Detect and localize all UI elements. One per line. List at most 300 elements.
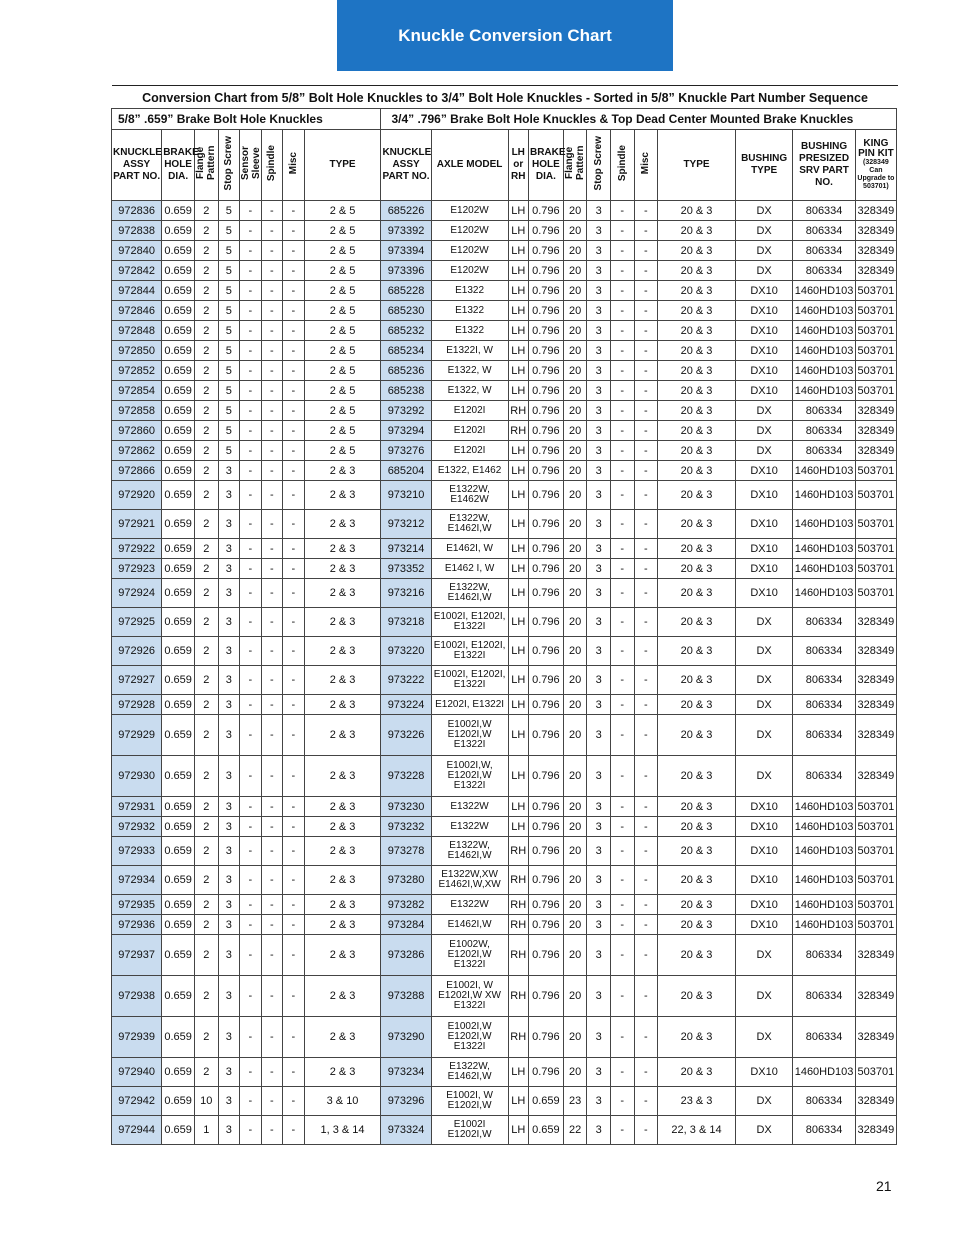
cell-mi34: - xyxy=(634,341,658,361)
cell-lr: RH xyxy=(508,915,528,935)
cell-axle: E1002I,W, E1202I,W E1322I xyxy=(431,756,508,797)
cell-ty58: 2 & 3 xyxy=(304,715,381,756)
cell-d34: 0.796 xyxy=(528,461,563,481)
cell-sp34: - xyxy=(610,221,634,241)
cell-d34: 0.796 xyxy=(528,637,563,666)
cell-ss34: 3 xyxy=(587,559,611,579)
cell-p34: 973278 xyxy=(381,837,431,866)
table-row xyxy=(112,915,897,935)
table-body xyxy=(112,201,897,1145)
cell-mi34: - xyxy=(634,281,658,301)
cell-sen: - xyxy=(240,915,262,935)
cell-ty34: 20 & 3 xyxy=(658,441,736,461)
cell-d58: 0.659 xyxy=(162,608,195,637)
table-row xyxy=(112,756,897,797)
cell-mi58: - xyxy=(283,866,305,895)
cell-sp34: - xyxy=(610,321,634,341)
cell-sen: - xyxy=(240,895,262,915)
cell-d34: 0.796 xyxy=(528,797,563,817)
cell-lr: RH xyxy=(508,935,528,976)
cell-p34: 685228 xyxy=(381,281,431,301)
cell-fl34: 20 xyxy=(563,895,587,915)
cell-ss58: 3 xyxy=(218,976,240,1017)
cell-fl34: 20 xyxy=(563,695,587,715)
cell-bp: 1460HD103 xyxy=(793,461,856,481)
cell-ss58: 5 xyxy=(218,421,240,441)
cell-fl34: 20 xyxy=(563,608,587,637)
cell-fl34: 20 xyxy=(563,461,587,481)
cell-ty58: 2 & 5 xyxy=(304,281,381,301)
cell-d34: 0.796 xyxy=(528,608,563,637)
cell-d34: 0.659 xyxy=(528,1116,563,1145)
cell-d58: 0.659 xyxy=(162,461,195,481)
cell-lr: LH xyxy=(508,756,528,797)
cell-sp34: - xyxy=(610,1116,634,1145)
cell-ty58: 2 & 3 xyxy=(304,837,381,866)
cell-ty34: 20 & 3 xyxy=(658,608,736,637)
cell-ty34: 22, 3 & 14 xyxy=(658,1116,736,1145)
cell-d58: 0.659 xyxy=(162,321,195,341)
cell-sp34: - xyxy=(610,421,634,441)
cell-ss34: 3 xyxy=(587,837,611,866)
cell-ss58: 3 xyxy=(218,935,240,976)
cell-ty58: 2 & 3 xyxy=(304,666,381,695)
cell-p58: 972928 xyxy=(112,695,162,715)
col-flange-pattern-58: Flange Pattern xyxy=(194,130,218,201)
cell-lr: LH xyxy=(508,241,528,261)
cell-d34: 0.796 xyxy=(528,241,563,261)
col-spindle-58: Spindle xyxy=(261,130,283,201)
cell-ty58: 3 & 10 xyxy=(304,1087,381,1116)
cell-d34: 0.796 xyxy=(528,510,563,539)
cell-mi58: - xyxy=(283,1017,305,1058)
cell-sp58: - xyxy=(261,895,283,915)
cell-mi58: - xyxy=(283,241,305,261)
cell-ty34: 20 & 3 xyxy=(658,539,736,559)
cell-kp: 328349 xyxy=(855,401,896,421)
cell-kp: 328349 xyxy=(855,756,896,797)
cell-mi34: - xyxy=(634,559,658,579)
cell-p34: 973352 xyxy=(381,559,431,579)
cell-axle: E1322, E1462 xyxy=(431,461,508,481)
cell-lr: LH xyxy=(508,381,528,401)
cell-bp: 806334 xyxy=(793,401,856,421)
cell-axle: E1322W xyxy=(431,797,508,817)
cell-ty34: 20 & 3 xyxy=(658,756,736,797)
cell-axle: E1322I, W xyxy=(431,341,508,361)
cell-p34: 973290 xyxy=(381,1017,431,1058)
cell-sen: - xyxy=(240,281,262,301)
cell-sen: - xyxy=(240,461,262,481)
cell-lr: LH xyxy=(508,301,528,321)
cell-mi58: - xyxy=(283,895,305,915)
cell-bt: DX xyxy=(735,1087,792,1116)
cell-mi34: - xyxy=(634,1058,658,1087)
cell-axle: E1202W xyxy=(431,241,508,261)
cell-lr: LH xyxy=(508,559,528,579)
cell-d58: 0.659 xyxy=(162,1017,195,1058)
cell-ty34: 20 & 3 xyxy=(658,976,736,1017)
cell-lr: RH xyxy=(508,1017,528,1058)
cell-bp: 806334 xyxy=(793,756,856,797)
cell-sp58: - xyxy=(261,559,283,579)
cell-mi34: - xyxy=(634,1017,658,1058)
cell-ty58: 2 & 3 xyxy=(304,559,381,579)
cell-bt: DX10 xyxy=(735,510,792,539)
cell-fl34: 20 xyxy=(563,241,587,261)
cell-d58: 0.659 xyxy=(162,637,195,666)
cell-bt: DX10 xyxy=(735,461,792,481)
cell-sp34: - xyxy=(610,341,634,361)
cell-sp58: - xyxy=(261,915,283,935)
cell-sp58: - xyxy=(261,797,283,817)
cell-sen: - xyxy=(240,421,262,441)
cell-ss34: 3 xyxy=(587,608,611,637)
cell-ty58: 2 & 5 xyxy=(304,441,381,461)
cell-d34: 0.796 xyxy=(528,301,563,321)
cell-d34: 0.796 xyxy=(528,817,563,837)
cell-mi58: - xyxy=(283,837,305,866)
cell-p34: 973280 xyxy=(381,866,431,895)
cell-ty58: 2 & 5 xyxy=(304,221,381,241)
table-row xyxy=(112,361,897,381)
cell-bp: 806334 xyxy=(793,695,856,715)
cell-axle: E1002W, E1202I,W E1322I xyxy=(431,935,508,976)
cell-fl58: 2 xyxy=(194,510,218,539)
cell-fl58: 2 xyxy=(194,666,218,695)
cell-d58: 0.659 xyxy=(162,866,195,895)
cell-d34: 0.796 xyxy=(528,481,563,510)
cell-kp: 328349 xyxy=(855,935,896,976)
cell-fl58: 2 xyxy=(194,261,218,281)
table-row xyxy=(112,461,897,481)
cell-sen: - xyxy=(240,201,262,221)
cell-bt: DX xyxy=(735,401,792,421)
cell-axle: E1002I, E1202I, E1322I xyxy=(431,666,508,695)
cell-ty34: 20 & 3 xyxy=(658,579,736,608)
cell-mi58: - xyxy=(283,817,305,837)
cell-ss34: 3 xyxy=(587,341,611,361)
cell-fl58: 2 xyxy=(194,1058,218,1087)
cell-mi34: - xyxy=(634,608,658,637)
cell-lr: LH xyxy=(508,361,528,381)
cell-sp34: - xyxy=(610,756,634,797)
cell-sp58: - xyxy=(261,361,283,381)
cell-p58: 972929 xyxy=(112,715,162,756)
cell-sp58: - xyxy=(261,1017,283,1058)
cell-ty34: 20 & 3 xyxy=(658,421,736,441)
chart-title: Knuckle Conversion Chart xyxy=(337,0,673,71)
cell-ss58: 3 xyxy=(218,797,240,817)
cell-ss34: 3 xyxy=(587,510,611,539)
cell-fl58: 2 xyxy=(194,637,218,666)
cell-p34: 973396 xyxy=(381,261,431,281)
cell-sp34: - xyxy=(610,579,634,608)
cell-sen: - xyxy=(240,695,262,715)
cell-kp: 503701 xyxy=(855,797,896,817)
cell-lr: RH xyxy=(508,401,528,421)
col-brake-hole-58: BRAKE HOLE DIA. xyxy=(162,130,195,201)
cell-sp58: - xyxy=(261,510,283,539)
cell-d34: 0.796 xyxy=(528,915,563,935)
cell-fl34: 20 xyxy=(563,666,587,695)
cell-mi34: - xyxy=(634,421,658,441)
cell-bp: 1460HD103 xyxy=(793,866,856,895)
cell-ss34: 3 xyxy=(587,241,611,261)
cell-ss58: 3 xyxy=(218,510,240,539)
cell-mi58: - xyxy=(283,935,305,976)
cell-sp58: - xyxy=(261,695,283,715)
cell-kp: 328349 xyxy=(855,695,896,715)
col-spindle-34: Spindle xyxy=(610,130,634,201)
cell-p58: 972854 xyxy=(112,381,162,401)
cell-sen: - xyxy=(240,976,262,1017)
cell-fl58: 2 xyxy=(194,221,218,241)
cell-d58: 0.659 xyxy=(162,579,195,608)
cell-bp: 1460HD103 xyxy=(793,321,856,341)
table-row xyxy=(112,1058,897,1087)
cell-ss58: 3 xyxy=(218,608,240,637)
cell-mi58: - xyxy=(283,481,305,510)
cell-ty58: 2 & 3 xyxy=(304,976,381,1017)
cell-bt: DX xyxy=(735,241,792,261)
cell-d34: 0.796 xyxy=(528,579,563,608)
cell-lr: LH xyxy=(508,608,528,637)
cell-mi34: - xyxy=(634,441,658,461)
cell-kp: 503701 xyxy=(855,381,896,401)
cell-p58: 972866 xyxy=(112,461,162,481)
cell-ty34: 20 & 3 xyxy=(658,361,736,381)
cell-sp58: - xyxy=(261,241,283,261)
cell-sp58: - xyxy=(261,401,283,421)
cell-ss34: 3 xyxy=(587,1058,611,1087)
cell-ty34: 20 & 3 xyxy=(658,1058,736,1087)
top-divider xyxy=(112,85,898,86)
cell-ty58: 2 & 3 xyxy=(304,481,381,510)
table-row xyxy=(112,301,897,321)
cell-p34: 973214 xyxy=(381,539,431,559)
cell-mi34: - xyxy=(634,579,658,608)
cell-bt: DX10 xyxy=(735,341,792,361)
cell-ss34: 3 xyxy=(587,797,611,817)
cell-ty58: 2 & 3 xyxy=(304,817,381,837)
cell-sp34: - xyxy=(610,915,634,935)
table-row xyxy=(112,637,897,666)
section-label-right: 3/4” .796” Brake Bolt Hole Knuckles & Top Dead Center Mounted Brake Knuckles xyxy=(381,109,897,130)
cell-fl34: 20 xyxy=(563,401,587,421)
table-row xyxy=(112,1087,897,1116)
cell-d58: 0.659 xyxy=(162,381,195,401)
cell-ss58: 3 xyxy=(218,1017,240,1058)
cell-fl58: 2 xyxy=(194,321,218,341)
cell-kp: 328349 xyxy=(855,201,896,221)
cell-sp58: - xyxy=(261,756,283,797)
cell-mi34: - xyxy=(634,261,658,281)
cell-fl58: 2 xyxy=(194,817,218,837)
cell-fl58: 2 xyxy=(194,797,218,817)
cell-p58: 972937 xyxy=(112,935,162,976)
cell-fl58: 2 xyxy=(194,756,218,797)
cell-ty58: 2 & 5 xyxy=(304,241,381,261)
cell-d34: 0.796 xyxy=(528,321,563,341)
cell-sen: - xyxy=(240,637,262,666)
cell-sp58: - xyxy=(261,201,283,221)
cell-d34: 0.796 xyxy=(528,976,563,1017)
cell-ss58: 5 xyxy=(218,401,240,421)
cell-p58: 972842 xyxy=(112,261,162,281)
cell-d58: 0.659 xyxy=(162,837,195,866)
cell-ss58: 3 xyxy=(218,539,240,559)
table-row xyxy=(112,401,897,421)
cell-fl58: 2 xyxy=(194,866,218,895)
cell-kp: 503701 xyxy=(855,321,896,341)
cell-ty34: 20 & 3 xyxy=(658,261,736,281)
cell-mi58: - xyxy=(283,539,305,559)
cell-bt: DX10 xyxy=(735,895,792,915)
table-row xyxy=(112,261,897,281)
cell-fl34: 20 xyxy=(563,637,587,666)
cell-sp58: - xyxy=(261,461,283,481)
cell-ty34: 20 & 3 xyxy=(658,637,736,666)
cell-mi34: - xyxy=(634,695,658,715)
cell-ty58: 2 & 5 xyxy=(304,421,381,441)
cell-fl58: 2 xyxy=(194,837,218,866)
cell-bp: 1460HD103 xyxy=(793,281,856,301)
cell-fl58: 2 xyxy=(194,579,218,608)
cell-p34: 973286 xyxy=(381,935,431,976)
cell-fl58: 2 xyxy=(194,341,218,361)
cell-sp34: - xyxy=(610,301,634,321)
col-misc-34: Misc xyxy=(634,130,658,201)
cell-p34: 973276 xyxy=(381,441,431,461)
cell-sen: - xyxy=(240,401,262,421)
cell-sp34: - xyxy=(610,441,634,461)
cell-ty58: 2 & 5 xyxy=(304,381,381,401)
cell-bp: 806334 xyxy=(793,608,856,637)
cell-mi34: - xyxy=(634,837,658,866)
cell-p58: 972850 xyxy=(112,341,162,361)
cell-axle: E1202W xyxy=(431,261,508,281)
cell-p34: 973224 xyxy=(381,695,431,715)
cell-d58: 0.659 xyxy=(162,401,195,421)
cell-sp34: - xyxy=(610,261,634,281)
col-axle-model: AXLE MODEL xyxy=(431,130,508,201)
cell-p34: 973294 xyxy=(381,421,431,441)
cell-fl58: 2 xyxy=(194,976,218,1017)
cell-mi58: - xyxy=(283,401,305,421)
cell-lr: LH xyxy=(508,1116,528,1145)
cell-fl34: 20 xyxy=(563,915,587,935)
cell-ty34: 20 & 3 xyxy=(658,715,736,756)
cell-ty34: 20 & 3 xyxy=(658,797,736,817)
cell-ss58: 5 xyxy=(218,221,240,241)
cell-bp: 806334 xyxy=(793,715,856,756)
cell-sen: - xyxy=(240,510,262,539)
cell-lr: LH xyxy=(508,461,528,481)
cell-kp: 503701 xyxy=(855,866,896,895)
cell-bt: DX10 xyxy=(735,1058,792,1087)
cell-bp: 1460HD103 xyxy=(793,381,856,401)
king-pin-note: (328349 Can Upgrade to 503701) xyxy=(857,159,895,190)
cell-mi58: - xyxy=(283,201,305,221)
cell-sp34: - xyxy=(610,281,634,301)
cell-sp58: - xyxy=(261,935,283,976)
cell-fl58: 2 xyxy=(194,608,218,637)
cell-d58: 0.659 xyxy=(162,817,195,837)
cell-fl58: 2 xyxy=(194,461,218,481)
cell-ss58: 5 xyxy=(218,321,240,341)
cell-mi34: - xyxy=(634,866,658,895)
cell-lr: LH xyxy=(508,261,528,281)
cell-axle: E1202I xyxy=(431,401,508,421)
cell-lr: LH xyxy=(508,1087,528,1116)
cell-ss58: 5 xyxy=(218,361,240,381)
cell-kp: 328349 xyxy=(855,715,896,756)
cell-bt: DX xyxy=(735,935,792,976)
cell-ty58: 2 & 5 xyxy=(304,301,381,321)
cell-p34: 973394 xyxy=(381,241,431,261)
cell-sen: - xyxy=(240,301,262,321)
col-misc-58: Misc xyxy=(283,130,305,201)
cell-kp: 503701 xyxy=(855,341,896,361)
table-row xyxy=(112,666,897,695)
cell-mi34: - xyxy=(634,201,658,221)
cell-lr: LH xyxy=(508,221,528,241)
cell-ty34: 20 & 3 xyxy=(658,201,736,221)
table-row xyxy=(112,1017,897,1058)
cell-kp: 328349 xyxy=(855,1017,896,1058)
cell-lr: LH xyxy=(508,281,528,301)
cell-p58: 972836 xyxy=(112,201,162,221)
cell-ss58: 3 xyxy=(218,866,240,895)
cell-p58: 972934 xyxy=(112,866,162,895)
cell-d58: 0.659 xyxy=(162,341,195,361)
cell-sp34: - xyxy=(610,1087,634,1116)
cell-ty58: 2 & 5 xyxy=(304,321,381,341)
cell-lr: LH xyxy=(508,201,528,221)
table-row xyxy=(112,481,897,510)
cell-d58: 0.659 xyxy=(162,1087,195,1116)
cell-d58: 0.659 xyxy=(162,715,195,756)
cell-axle: E1322W xyxy=(431,817,508,837)
cell-bt: DX xyxy=(735,1116,792,1145)
cell-bp: 1460HD103 xyxy=(793,361,856,381)
cell-sen: - xyxy=(240,579,262,608)
table-row xyxy=(112,381,897,401)
cell-sen: - xyxy=(240,797,262,817)
cell-sp34: - xyxy=(610,637,634,666)
cell-sp58: - xyxy=(261,421,283,441)
cell-p34: 973220 xyxy=(381,637,431,666)
cell-p34: 973292 xyxy=(381,401,431,421)
cell-sp34: - xyxy=(610,559,634,579)
cell-ss34: 3 xyxy=(587,817,611,837)
cell-fl34: 20 xyxy=(563,817,587,837)
cell-bt: DX xyxy=(735,441,792,461)
cell-lr: RH xyxy=(508,837,528,866)
table-row xyxy=(112,608,897,637)
cell-mi34: - xyxy=(634,361,658,381)
cell-lr: LH xyxy=(508,715,528,756)
cell-kp: 328349 xyxy=(855,1087,896,1116)
cell-sen: - xyxy=(240,715,262,756)
cell-p34: 973288 xyxy=(381,976,431,1017)
cell-kp: 328349 xyxy=(855,441,896,461)
cell-bt: DX xyxy=(735,976,792,1017)
cell-ss58: 3 xyxy=(218,579,240,608)
cell-p34: 973324 xyxy=(381,1116,431,1145)
cell-lr: RH xyxy=(508,895,528,915)
